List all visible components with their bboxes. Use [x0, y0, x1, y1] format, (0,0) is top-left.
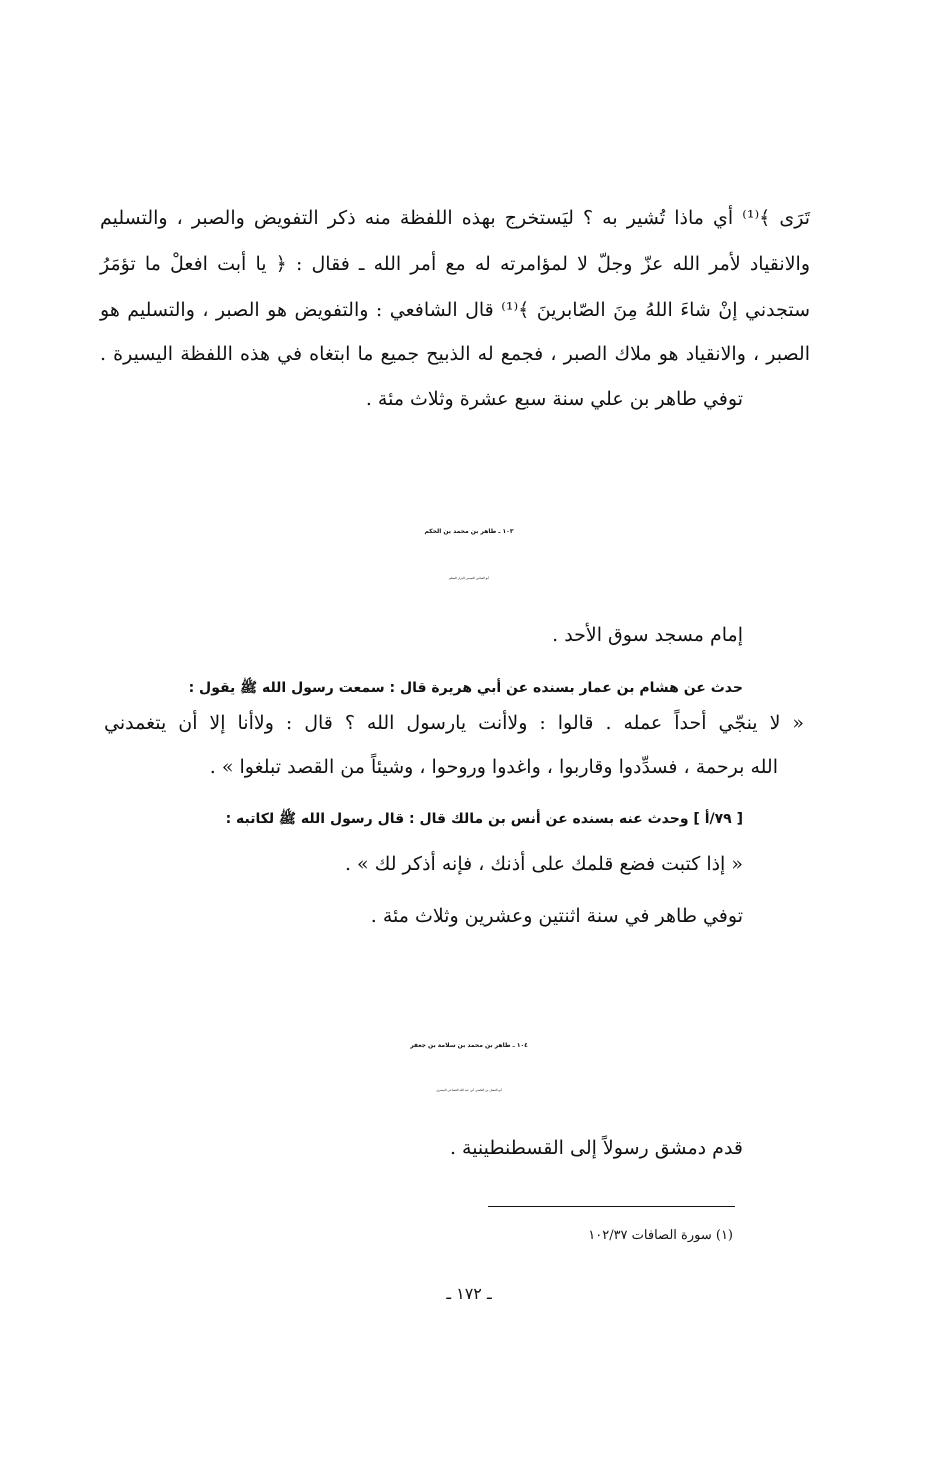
entry-103-hadith-1-line-2: الله برحمة ، فسدِّدوا وقاربوا ، واغدوا وروحوا ، وشيئاً من القصد تبلغوا » .: [209, 756, 778, 778]
entry-103-isnad-2: [ ٧٩/أ ] وحدث عنه بسنده عن أنس بن مالك قال : قال رسول الله ﷺ لكاتبه :: [225, 811, 743, 827]
intro-line-2: والانقياد لأمر الله عزّ وجلّ لا لمؤامرته له مع أمر الله ـ فقال : ﴿ يا أبت افعلْ ما تؤمَرُ: [100, 253, 810, 275]
entry-104-title: ١٠٤ ـ طاهر بن محمد بن سلامة بن جعفر: [410, 1042, 528, 1049]
entry-103-title: ١٠٣ ـ طاهر بن محمد بن الحكم: [424, 528, 514, 535]
entry-103-hadith-2: « إذا كتبت فضع قلمك على أذنك ، فإنه أذكر لك » .: [344, 853, 743, 875]
entry-104-subtitle: أبو الفضل بن القاضي أبي عبد الله القضاعي المصري: [436, 1088, 502, 1092]
entry-103-isnad-1: حدث عن هشام بن عمار بسنده عن أبي هريرة قال : سمعت رسول الله ﷺ يقول :: [188, 680, 743, 696]
entry-103-death: توفي طاهر في سنة اثنتين وعشرين وثلاث مئة .: [370, 905, 743, 927]
entry-103-subtitle: أبو العباس التميمي البزار المعلم: [449, 576, 489, 580]
footnote: (١) سورة الصافات ١٠٢/٣٧: [588, 1228, 733, 1243]
page-number: ـ ١٧٢ ـ: [446, 1284, 492, 1303]
intro-line-4: الصبر ، والانقياد هو ملاك الصبر ، فجمع له الذبيح جميع ما ابتغاه في هذه اللفظة اليسيرة .: [100, 343, 810, 365]
intro-line-1: تَرَى ﴾⁽¹⁾ أي ماذا تُشير به ؟ ليَستخرج بهذه اللفظة منه ذكر التفويض والصبر ، والتسليم: [100, 207, 810, 229]
intro-line-3: ستجدني إنْ شاءَ اللهُ مِنَ الصّابرينَ ﴾⁽¹⁾ قال الشافعي : والتفويض هو الصبر ، والتسليم هو: [100, 299, 810, 321]
entry-103-role: إمام مسجد سوق الأحد .: [552, 624, 743, 646]
entry-103-hadith-1-line-1: « لا ينجّي أحداً عمله . قالوا : ولاأنت يارسول الله ؟ قال : ولاأنا إلا أن يتغمدني: [104, 712, 804, 734]
footnote-separator: [488, 1206, 735, 1207]
entry-104-text: قدم دمشق رسولاً إلى القسطنطينية .: [449, 1137, 743, 1159]
intro-death-line: توفي طاهر بن علي سنة سبع عشرة وثلاث مئة .: [365, 388, 743, 410]
